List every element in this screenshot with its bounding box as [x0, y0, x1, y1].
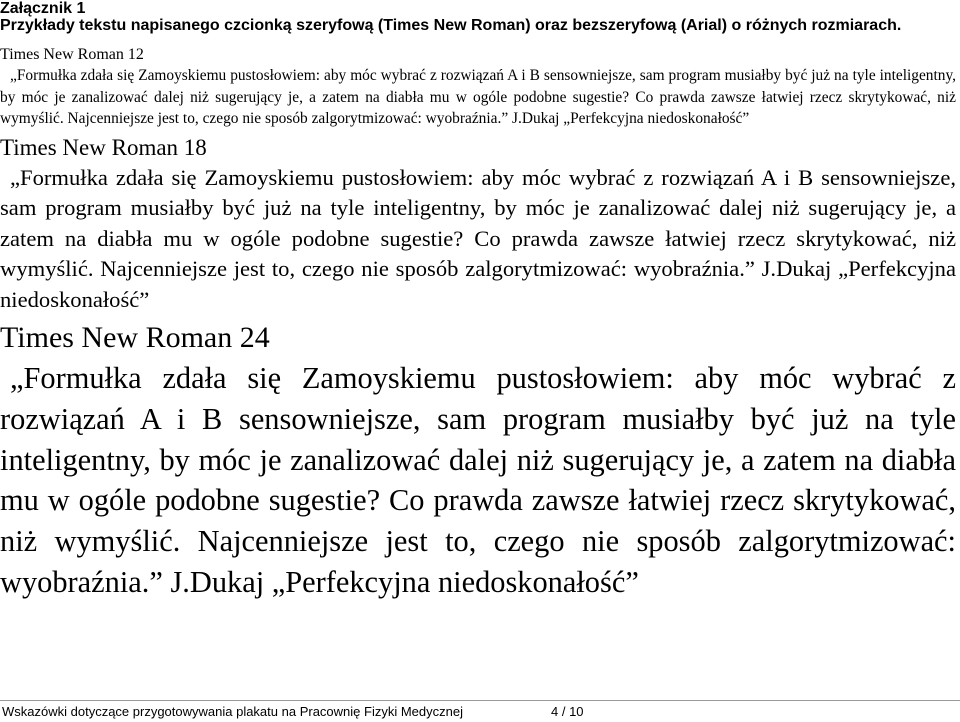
sample-body-24pt: „Formułka zdała się Zamoyskiemu pustosłowiem: aby móc wybrać z rozwiązań A i B sensowniejsze, sam program musiałby być już na tyle inteligentny, by móc je zanalizować dalej niż sugerujący je, a zatem na diabła mu w ogóle podobne sugestie? Co prawda zawsze łatwiej rzecz skrytykować, niż wymyślić. Najcenniejsze jest to, czego nie sposób zalgorytmizować: wyobraźnia.” J.Dukaj „Perfekcyjna niedoskonałość” [0, 361, 956, 599]
footer-page-indicator: 4 / 10 [551, 704, 584, 719]
footer-document-title: Wskazówki dotyczące przygotowywania plakatu na Pracownię Fizyki Medycznej [2, 704, 463, 719]
sample-heading-18pt: Times New Roman 18 [0, 135, 207, 160]
sample-heading-12pt: Times New Roman 12 [0, 46, 144, 63]
sample-section-12pt [0, 44, 956, 130]
sample-section-18pt [0, 133, 956, 315]
sample-body-12pt: „Formułka zdała się Zamoyskiemu pustosłowiem: aby móc wybrać z rozwiązań A i B sensowniejsze, sam program musiałby być już na tyle inteligentny, by móc je zanalizować dalej niż sugerujący je, a zatem na diabła mu w ogóle podobne sugestie? Co prawda zawsze łatwiej rzecz skrytykować, niż wymyślić. Najcenniejsze jest to, czego nie sposób zalgorytmizować: wyobraźnia.” J.Dukaj „Perfekcyjna niedoskonałość” [0, 67, 956, 127]
sample-heading-24pt: Times New Roman 24 [0, 321, 270, 354]
sample-body-18pt: „Formułka zdała się Zamoyskiemu pustosłowiem: aby móc wybrać z rozwiązań A i B sensowniejsze, sam program musiałby być już na tyle inteligentny, by móc je zanalizować dalej niż sugerujący je, a zatem na diabła mu w ogóle podobne sugestie? Co prawda zawsze łatwiej rzecz skrytykować, niż wymyślić. Najcenniejsze jest to, czego nie sposób zalgorytmizować: wyobraźnia.” J.Dukaj „Perfekcyjna niedoskonałość” [0, 165, 956, 312]
attachment-title: Załącznik 1 [0, 0, 86, 17]
attachment-subtitle: Przykłady tekstu napisanego czcionką szeryfową (Times New Roman) oraz bezszeryfową (Arial) o różnych rozmiarach. [0, 17, 902, 34]
sample-section-24pt [0, 318, 956, 603]
footer-divider [0, 700, 960, 701]
